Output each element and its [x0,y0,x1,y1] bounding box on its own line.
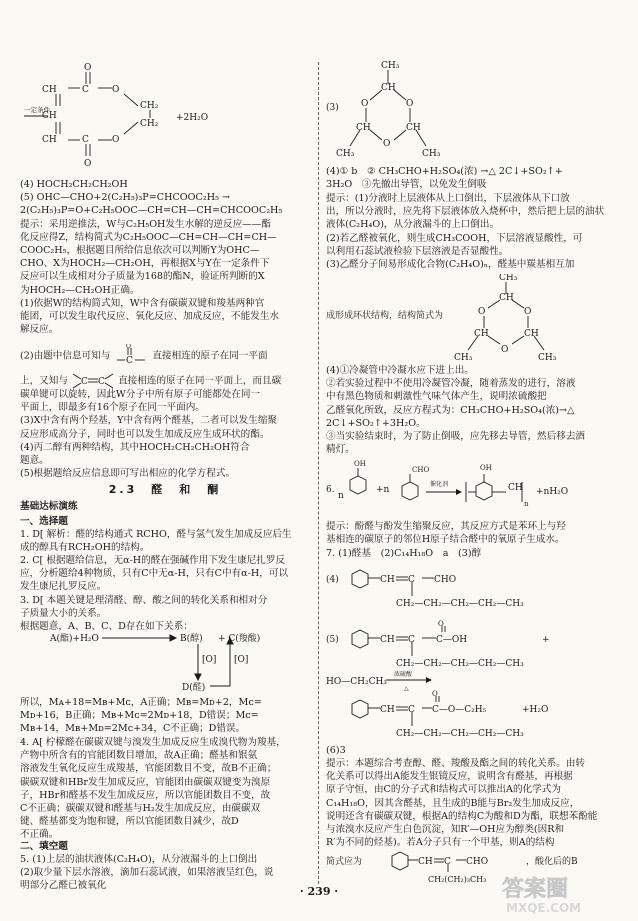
chain: CH₂—CH₂—CH₂—CH₂—CH₃ [396,729,524,739]
q7: 7. (1)醛基 (2)C₁₄H₁₈O a (3)醇 [326,548,482,559]
c: C [408,575,415,585]
o: O [361,99,369,109]
text-line: 子质量大小的关系。 [20,608,107,620]
ch: CH [474,329,489,339]
q7-structure-4 [326,560,620,622]
ch: CH [499,293,514,303]
ester: C—O—C₂H₅ [432,705,487,715]
text-span: 直接相连的原子在同一平面上，而且碳 [118,375,282,387]
svg-text:C: C [82,135,89,145]
text-line: 乙醛氧化所致，反应方程式为：CH₃CHO+H₂SO₄(浓)→△ [326,404,575,416]
item-label: (4) [326,575,339,585]
text-line: 中有黑色物质和刺激性气味气体产生，说明浓硫酸把 [326,391,547,403]
block-c [20,388,310,480]
text-line: 碳碳双键和HBr发生加成反应，官能团由碳碳双键变为溴原 [20,776,271,788]
q1 [20,528,310,554]
text-line: 精灯。 [326,444,355,456]
o: O [524,307,532,317]
item-label: (3) [326,103,339,113]
text-line: 产物中所含有的官能团数目增加，故A正确；醛基和银氨 [20,750,258,762]
conc-acid: 浓硫酸 [394,671,413,678]
methyl: CH₃ [538,353,557,363]
text-line: 子，HBr和醛基不发生加成反应，所以官能团数目不变，故 [20,789,271,801]
text-line: R′为不同的烃基)。若A分子只有一个甲基，则A的结构 [326,837,555,849]
cooh: C—OH [436,635,468,645]
svg-text:O: O [112,85,120,95]
scheme-c: + C(羧酸) [218,634,261,644]
text-line: 题意。 [20,455,49,467]
text-line: 成的醇具有RCH₂OH的结构。 [20,542,150,554]
o: O [383,139,391,149]
ch: CH [380,635,395,645]
text-line: 解反应。 [20,324,59,336]
cyclic-ester-structure [20,58,310,178]
text-line: 5. (1)上层的油状液体(C₂H₄O)，从分液漏斗的上口倒出 [20,854,258,865]
text-line: 反应可以生成相对分子质量为168的酯N，验证所判断的X [20,271,265,283]
text-line: COOC₂H₅，根据题目所给信息依次可以判断Y为OHC— [20,245,260,257]
cho: CHO [434,575,457,585]
text-line: 为HOCH₂—CH₂OH正确。 [20,284,140,296]
text-line: 2(C₂H₅)₃P=O+C₂H₅OOC—CH=CH—CH=CHCOOC₂H₅ [20,205,283,217]
text-line: Mʙ+14，Mʙ+Mᴅ=2Mᴄ+34，C不正确；D错误。 [20,723,246,735]
ch: CH [418,857,433,867]
part-title: 一、选择题 [20,516,68,527]
text-line: 溶液发生氧化反应生成羧基，官能团数目不变，故B不正确； [20,763,277,775]
text-line: (1)依据W的结构简式知，W中含有碳碳双键和羧基两种官 [20,297,265,309]
svg-text:C: C [81,377,88,387]
ch: CH [406,123,421,133]
methyl: CH₃ [454,353,473,363]
svg-text:CH: CH [42,135,57,145]
ethanol: HO—CH₂CH₃ [326,677,387,687]
chain: CH₂—CH₂—CH₂—CH₂—CH₃ [396,599,524,609]
methyl: CH₃ [422,149,441,159]
text-line: (4)①冷凝管中冷凝水应下进上出。 [326,365,474,376]
hint2 [326,364,620,456]
text-line: 与浓溴水反应产生白色沉淀，知R′—OH应为醇类(因R和 [326,824,565,836]
q7-6: (6)3 [326,745,346,756]
cho: CHO [466,857,489,867]
text-line: 提示：本题综合考查醇、醛、羧酸及酯之间的转化关系。由转 [326,758,586,769]
trimer-ring-structure [326,58,526,166]
q6-label: 6. [326,485,335,495]
text-line: CHO、X为HOCH₂—CH₂OH，再根据X与Y在一定条件下 [20,258,270,270]
hint1 [326,192,620,271]
text-line: 2. C[ 根据题给信息，无α-H的醛在强碱作用下发生康尼扎罗反 [20,555,286,566]
heat: △ [404,685,409,692]
text-line: 反应形成高分子，同时也可以发生加成反应生成环状的酯。 [20,428,270,440]
svg-text:O: O [84,159,92,169]
scheme-a: A(酯)+H₂O [50,634,99,644]
methyl: CH₃ [499,274,518,283]
hint4 [326,757,620,849]
subsection-title: 基础达标演练 [20,501,78,512]
text-line: 应，分析题给4种物质，只有C中无α-H，只有C中有α-H，可以 [20,568,289,580]
phenol-resin-reaction [326,458,620,520]
o: O [438,620,444,628]
reaction-scheme [50,630,280,694]
plus: + [542,635,550,645]
text-line: 键、醛基都变为饱和键，所以官能团数目减少，故D [20,816,239,828]
text-line: 以利用石蕊试液检验下层溶液是否显酸性。 [326,245,509,257]
trimer-ring-structure-2 [326,274,620,364]
q3-answer [20,696,310,736]
svg-text:CH₂: CH₂ [140,101,159,111]
chain: CH₂—CH₂—CH₂—CH₂—CH₃ [396,659,524,669]
text-span: 简式应为 [326,857,363,867]
q6-catalyst: 催化剂 [430,481,449,488]
column-divider [318,62,319,884]
carbonyl-icon [113,344,149,368]
text-line: 原子守恒，由C的分子式和结构式可以推出A的化学式为 [326,784,561,796]
q6-plus: +n [376,485,390,495]
text-line: (5)根据题给反应信息即可写出相应的化学方程式。 [20,468,236,480]
q6-water: +nH₂O [536,487,569,497]
watermark-bottom: MXQE.COM [506,901,582,915]
ch: CH [524,329,539,339]
text-line: 发生康尼扎罗反应。 [20,581,107,593]
methyl: CH₃ [336,149,355,159]
text-span: 直接相连的原子在同一平面 [152,350,268,362]
text-line: (4)丙二醇有两种结构，其中HOCH₂CH₂CH₂OH符合 [20,441,250,453]
text-line: 说明还含有碳碳双键，根据A的结构C为酸和D为酯，联想苯酚能 [326,810,598,822]
o: O [432,690,438,698]
text-line: (4) HOCH₂CH₂CH₂OH [20,179,128,190]
svg-text:O: O [112,135,120,145]
o: O [478,307,486,317]
text-line: (2)取少量下层水溶液，滴加石蕊试液，如果溶液呈红色，说 [20,867,274,879]
text-line: C₁₄H₁₈O，因其含醛基，且生成的B能与Br₂发生加成反应， [326,797,580,809]
page-number: · 239 · [299,885,339,898]
q6-ch2: CH [508,483,523,493]
text-span: (2)由题中信息可知与 [20,350,111,362]
text-line: 提示：采用逆推法，W与C₂H₅OH发生水解的逆反应——酯 [20,218,271,230]
text-line: 明部分乙醛已被氧化 [20,880,107,892]
text-line: 能团，可以发生取代反应、氧化反应、加成反应，不能发生水 [20,311,280,323]
text-line: 3. D[ 本题关键是理清醛、醇、酸之间的转化关系和相对分 [20,595,268,606]
text-span: 上，又知与 [20,375,68,387]
watermark-top: 答案圈 [502,877,569,902]
q6-cho: CHO [412,466,430,474]
svg-text:CH: CH [42,111,57,121]
svg-text:O: O [126,344,132,350]
chain: CH₂(CH₂)₃CH₃ [428,875,487,884]
section-title: 2.3 醛 和 酮 [108,483,222,496]
text-span: ，酸化后的B [526,857,578,867]
q2 [20,554,310,594]
svg-text:CH: CH [42,85,57,95]
text-line: 提示：酚醛与酚发生缩聚反应，其反应方式是苯环上与羟 [326,521,566,532]
svg-text:C: C [82,85,89,95]
text-line: 4. A[ 柠檬醛在碳碳双键与溴发生加成反应生成溴代物为羧基， [20,737,286,748]
o: O [501,345,509,355]
text-line: 平面上，即最多有16个原子在同一平面内。 [20,402,205,414]
text-line: 提示：(1)分液时上层液体从上口倒出，下层液体从下口放 [326,193,570,204]
text-line: 液体(C₂H₄O)，从分液漏斗的上口倒出。 [326,219,500,231]
text-line: (5) OHC—CHO+2(C₂H₅)₃P=CHCOOC₂H₅ → [20,192,231,204]
ch: CH [381,83,396,93]
q6-oh: OH [354,460,366,468]
text-line: 出，所以分液时，应先将下层液体放入烧杯中，然后把上层的油状 [326,206,605,218]
text-line: (3)X中含有两个羟基，Y中含有两个醛基，二者可以发生缩聚 [20,415,278,427]
c: C [408,635,415,645]
q6-n: n [338,491,344,501]
ch: CH [380,575,395,585]
svg-text:CH₂: CH₂ [140,119,159,129]
c: C [444,857,451,867]
q6-subscript: n [524,500,529,508]
text-line: ③当实验结束时，为了防止倒吸，应先移去导管，然后移去酒 [326,431,586,443]
text-line: 化关系可以得出A能发生银镜反应，说明含有醛基，再根据 [326,771,573,783]
water-product: +2H₂O [176,113,209,123]
svg-text:O: O [84,63,92,73]
ch: CH [356,123,371,133]
item-label: (5) [326,635,339,645]
text-line: (4)① b ② CH₃CHO+H₂SO₄(浓) →△ 2C↓+SO₂↑+ [326,166,563,177]
svg-text:C: C [126,356,134,366]
water: +H₂O [522,705,549,715]
text-line: 碳单键可以旋转，因此W分子中所有原子可能都处在同一 [20,389,261,400]
text-line: 基相连的碳原子的邻位H原子结合醛中的氧原子生成水。 [326,534,565,546]
watermark-logo [498,872,626,916]
q3 [20,594,310,634]
c: C [408,705,415,715]
text-line: (2)若乙醛被氧化，则生成CH₃COOH，下层溶液显酸性，可 [326,232,583,244]
ch: CH [380,705,395,715]
svg-text:C: C [98,377,105,387]
o: O [406,99,414,109]
text-line: 所以，Mᴀ+18=Mʙ+Mᴄ，A正确；Mʙ=Mᴅ+2，Mᴄ= [20,697,262,708]
carbonyl-line [20,344,268,368]
scheme-d: D(醛) [182,683,206,693]
text-line: (3)乙醛分子间易形成化合物(C₂H₄O)ₙ，醛基中羰基相互加 [326,259,575,271]
part-title: 二、填空题 [20,841,68,852]
text-line: 化反应得Z，结构简式为C₂H₅OOC—CH=CH—CH=CH— [20,231,277,243]
text-line: ②若实验过程中不使用冷凝管冷凝，随着蒸发的进行，溶液 [326,378,576,390]
text-line: 3H₂O ③先撤出导管，以免发生倒吸 [326,179,487,191]
text-line: C不正确；碳碳双键和醛基与H₂发生加成反应，由碳碳双 [20,803,261,815]
text-line: 不正确。 [20,829,59,841]
condition-label: 一定条件 [24,106,50,114]
q7-structure-5 [326,620,620,744]
text-line: 根据题意，A、B、C、D存在如下关系： [20,621,193,633]
q6-oh: OH [480,464,492,472]
scheme-b: B(醇) [180,634,203,644]
text-line: 2C↓+SO₂↑+3H₂O。 [326,417,426,429]
scheme-o2: [O] [234,655,249,665]
hint3 [326,520,620,546]
eq4 [326,165,620,191]
methyl: CH₃ [381,61,400,71]
q4 [20,736,310,842]
text-line: Mᴅ+16，B正确；Mʙ+Mᴄ=2Mᴅ+18，D错误；Mᴄ= [20,710,259,722]
text-line: 1. D[ 解析：醛的结构通式 RCHO，醛与氢气发生加成反应后生 [20,529,292,540]
text-span: 成形成环状结构，结构简式为 [326,311,444,321]
scheme-o1: [O] [202,655,217,665]
block-a [20,178,310,336]
